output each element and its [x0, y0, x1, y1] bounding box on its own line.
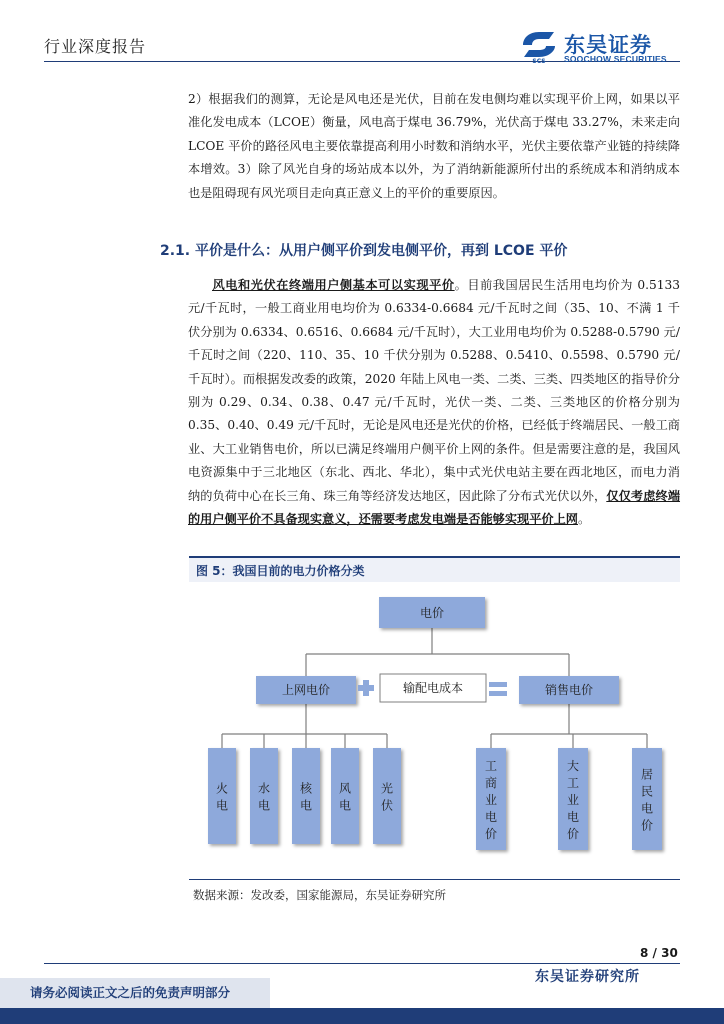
disclaimer-bar: 请务必阅读正文之后的免责声明部分	[0, 978, 270, 1008]
sales-leaf-label: 工商业电价	[484, 759, 498, 841]
equals-symbol-label: =	[497, 688, 499, 689]
generation-leaf-label: 光伏	[380, 781, 394, 813]
footer-org-name: 东吴证券研究所	[535, 969, 640, 985]
node-root-label: 电价	[419, 606, 445, 620]
generation-leaf-box	[250, 748, 278, 844]
plus-symbol-label: +	[365, 686, 367, 687]
footer-divider	[44, 963, 680, 964]
body-paragraph-2	[188, 274, 680, 531]
logo-chinese-name: 东吴证券	[564, 33, 652, 57]
equals-symbol-bottom	[489, 691, 507, 696]
node-right-label: 销售电价	[544, 683, 594, 697]
body-paragraph-1: 2）根据我们的测算，无论是风电还是光伏，目前在发电侧均难以实现平价上网，如果以平准化发电成本（LCOE）衡量，风电高于煤电 36.79%，光伏高于煤电 33.27%，未来走向 LCOE 平价的路径风电主要依靠提高利用小时数和消纳水平，光伏主要依靠产业链的持续降本增效。3）除了风光自身的场站成本以外，为了消纳新能源所付出的系统成本和消纳成本也是阻碍现有风光项目走向真正意义上的平价的重要原因。	[188, 92, 680, 200]
sales-leaf-box	[632, 748, 662, 850]
generation-leaf-box	[208, 748, 236, 844]
left-leaf-group	[208, 748, 401, 844]
paragraph-2-main: 。目前我国居民生活用电均价为 0.5133 元/千瓦时，一般工商业用电均价为 0.6334-0.6684 元/千瓦时之间（35、10、不满 1 千伏分别为 0.6334、0.6516、0.6684 元/千瓦时），大工业用电均价为 0.5288-0.5790 元/千瓦时之间（220、110、35、10 千伏分别为 0.5288、0.5410、0.5598、0.5790 元/千瓦时）。而根据发改委的政策，2020 年陆上风电一类、二类、三类、四类地区的指导价分别为 0.29、0.34、0.38、0.47 元/千瓦时，光伏一类、二类、三类地区的价格分别为 0.35、0.40、0.49 元/千瓦时，无论是风电还是光伏的价格，已经低于终端居民、一般工商业、大工业销售电价，所以已满足终端用户侧平价上网的条件。但是需要注意的是，我国风电资源集中于三北地区（东北、西北、华北），集中式光伏电站主要在西北地区，而电力消纳的负荷中心在长三角、珠三角等经济发达地区，因此除了分布式光伏以外，	[188, 278, 681, 503]
node-left-label: 上网电价	[281, 683, 331, 697]
generation-leaf-label: 水电	[257, 781, 271, 813]
company-logo-mark	[520, 30, 558, 64]
generation-leaf-box	[292, 748, 320, 844]
bold-underlined-lead: 风电和光伏在终端用户侧基本可以实现平价	[212, 278, 455, 292]
generation-leaf-box	[373, 748, 401, 844]
generation-leaf-box	[331, 748, 359, 844]
right-leaf-group	[476, 748, 662, 850]
section-heading: 2.1. 平价是什么：从用户侧平价到发电侧平价，再到 LCOE 平价	[160, 243, 568, 259]
generation-leaf-label: 风电	[338, 781, 352, 813]
report-type-label: 行业深度报告	[44, 37, 147, 56]
bold-underlined-conclusion: 仅仅考虑终端的用户侧平价不具备现实意义，还需要考虑发电端是否能够实现平价上网	[188, 488, 681, 527]
company-logo	[520, 30, 680, 64]
generation-leaf-label: 火电	[215, 781, 229, 813]
paragraph-2-end: 。	[578, 512, 591, 527]
footer-color-bar	[0, 1008, 724, 1024]
sales-leaf-label: 大工业电价	[566, 759, 580, 841]
logo-mark-text: SCS	[532, 58, 546, 64]
figure-bottom-rule	[189, 879, 680, 880]
equals-symbol-top	[489, 682, 507, 687]
logo-english-name: SOOCHOW SECURITIES	[564, 54, 667, 64]
page-number: 8 / 30	[640, 946, 678, 960]
sales-leaf-label: 居民电价	[640, 767, 654, 833]
node-middle-label: 输配电成本	[402, 681, 464, 695]
figure-source: 数据来源：发改委，国家能源局，东吴证券研究所	[193, 888, 446, 902]
price-classification-diagram	[189, 584, 680, 876]
generation-leaf-label: 核电	[299, 781, 313, 813]
plus-symbol-v	[363, 680, 369, 696]
figure-caption: 图 5：我国目前的电力价格分类	[189, 556, 680, 582]
